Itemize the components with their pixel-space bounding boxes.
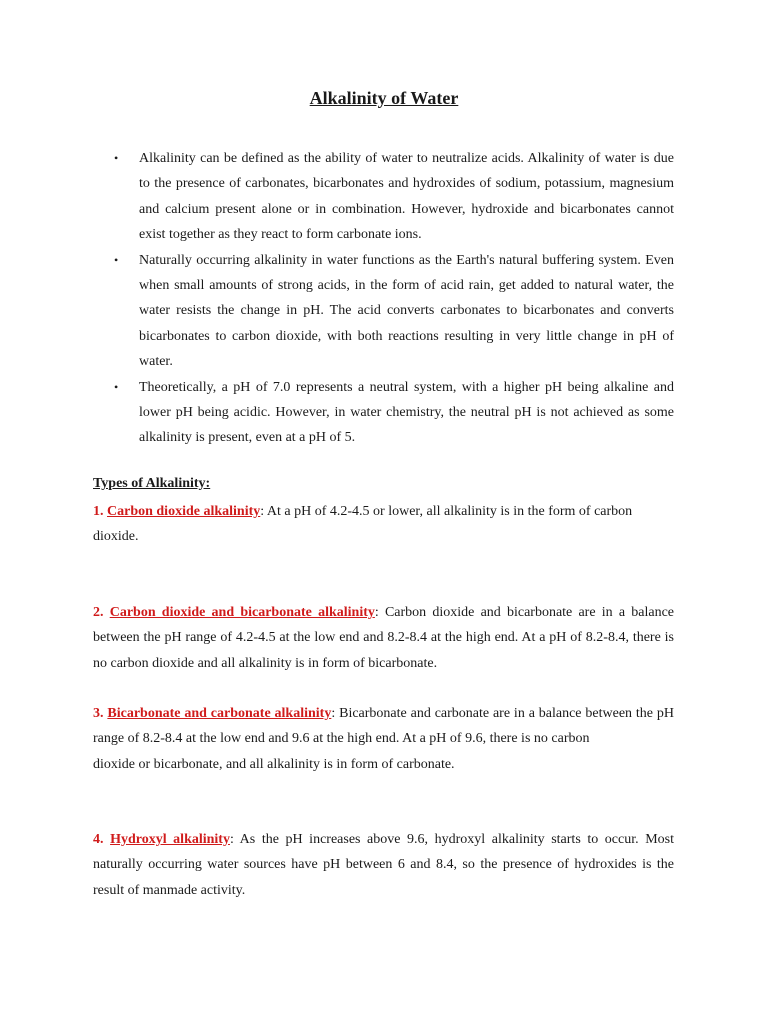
type-colon: : [260,504,265,519]
type-text: At a pH of 4.2-4.5 or lower, all alkalinity is in the form of carbon [264,504,633,519]
alkalinity-type-1 [93,499,674,550]
bullet-icon: • [114,151,119,165]
list-item [114,248,674,375]
type-text-continuation: dioxide. [93,529,139,545]
type-colon: : [331,706,336,721]
type-text-continuation: dioxide or bicarbonate, and all alkalinity is in form of carbonate. [93,756,455,772]
type-text: Carbon dioxide and bicarbonate are in a balance between the pH range of 4.2-4.5 at the low end and 8.2-8.4 at the high end. At a pH of 8.2-8.4, there is no carbon dioxide and all alkalinity is in form of bicarbonate. [93,605,674,671]
bullet-icon: • [114,379,119,394]
type-text: Bicarbonate and carbonate are in a balance between the pH range of 8.2-8.4 at the low end and 9.6 at the high end. At a pH of 9.6, there is no carbon [93,706,674,747]
type-number: 4. [93,832,104,847]
bullet-icon: • [114,252,119,267]
types-heading: Types of Alkalinity: [93,476,211,491]
list-item [114,375,674,451]
type-number: 3. [93,706,104,721]
bullet-list [114,146,674,451]
alkalinity-type-4 [93,827,674,903]
type-colon: : [374,605,379,620]
type-name: Hydroxyl alkalinity [110,832,230,847]
type-text: As the pH increases above 9.6, hydroxyl alkalinity starts to occur. Most naturally occurring water sources have pH between 6 and 8.4, so the presence of hydroxides is the result of manmade activity. [93,832,674,898]
type-name: Carbon dioxide alkalinity [107,504,261,519]
type-number: 2. [93,605,104,620]
alkalinity-type-2 [93,600,674,676]
type-number: 1. [93,504,104,519]
alkalinity-type-3 [93,701,674,777]
type-name: Carbon dioxide and bicarbonate alkalinity [109,605,375,620]
list-item [114,146,674,248]
list-item-text: Naturally occurring alkalinity in water functions as the Earth's natural buffering system. Even when small amounts of strong acids, in the form of acid rain, get added to natural water, the water resists the change in pH. The acid converts carbonates to bicarbonates and converts bicarbonates to carbon dioxide, with both reactions resulting in very little change in pH of water. [139,252,674,370]
page-title: Alkalinity of Water [309,88,459,108]
list-item-text: Alkalinity can be defined as the ability of water to neutralize acids. Alkalinity of water is due to the presence of carbonates, bicarbonates and hydroxides of sodium, potassium, magnesium and calcium present alone or in combination. However, hydroxide and bicarbonates cannot exist together as they react to form carbonate ions. [139,151,674,243]
type-colon: : [229,832,234,847]
list-item-text: Theoretically, a pH of 7.0 represents a neutral system, with a higher pH being alkaline and lower pH being acidic. However, in water chemistry, the neutral pH is not achieved as some alkalinity is present, even at a pH of 5. [139,379,674,446]
type-name: Bicarbonate and carbonate alkalinity [107,706,332,721]
